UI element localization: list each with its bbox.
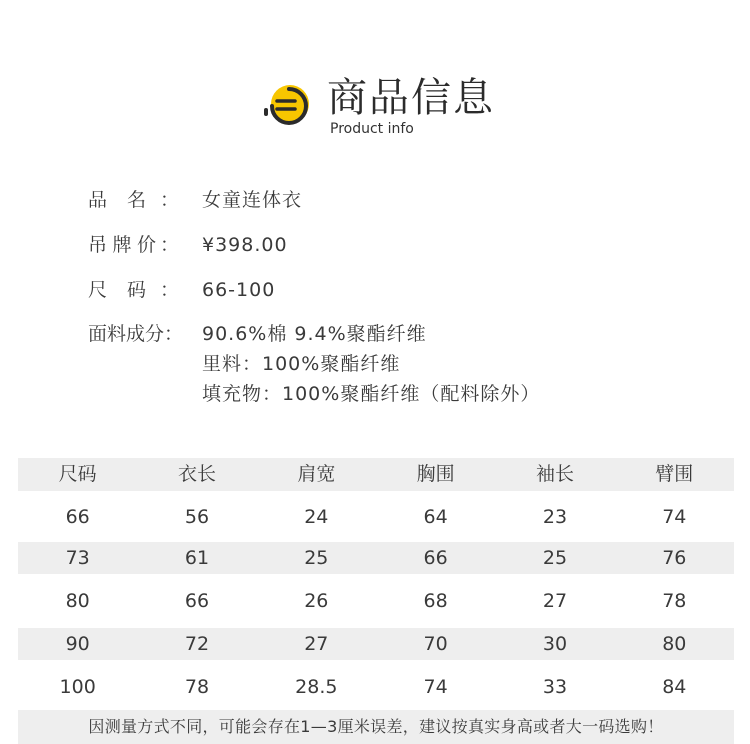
table-cell: 33 — [542, 676, 568, 698]
page-subtitle: Product info — [330, 121, 414, 137]
table-cell: 28.5 — [295, 676, 338, 698]
label-colon: ： — [160, 234, 180, 256]
table-cell: 30 — [542, 633, 568, 655]
table-cell: 74 — [662, 506, 687, 528]
table-cell: 84 — [662, 676, 687, 698]
table-cell: 78 — [662, 590, 687, 612]
label-char: 价 — [136, 234, 156, 256]
table-cell: 90 — [65, 633, 90, 655]
table-row — [18, 542, 734, 574]
label-char: 吊 — [88, 234, 108, 256]
table-cell: 68 — [423, 590, 448, 612]
size-table — [18, 458, 734, 703]
table-row — [18, 671, 734, 703]
label-char: 码 — [126, 279, 146, 301]
label-colon: ： — [160, 189, 180, 211]
table-cell: 26 — [304, 590, 329, 612]
info-row-filling — [0, 381, 750, 407]
table-cell: 66 — [184, 590, 210, 612]
info-row-lining — [0, 351, 750, 377]
table-cell: 66 — [423, 547, 448, 569]
table-header-cell: 衣长 — [177, 463, 216, 485]
info-row-size — [0, 277, 750, 303]
label-char: 牌 — [112, 234, 132, 256]
table-header-row — [18, 458, 734, 491]
label-char: 分 — [145, 323, 165, 345]
fabric-line: 填充物：100%聚酯纤维（配料除外） — [202, 383, 541, 405]
table-cell: 56 — [184, 506, 210, 528]
table-cell: 70 — [423, 633, 448, 655]
table-cell: 76 — [662, 547, 687, 569]
table-cell: 78 — [184, 676, 210, 698]
label-char: 名 — [126, 189, 146, 211]
label-char: 料 — [107, 323, 127, 345]
page-title: 商品信息 — [327, 75, 495, 121]
table-header-cell: 肩宽 — [297, 463, 336, 485]
table-cell: 74 — [423, 676, 448, 698]
fabric-line: 里料：100%聚酯纤维 — [202, 353, 401, 375]
table-cell: 61 — [184, 547, 210, 569]
label-colon: ： — [164, 323, 184, 345]
table-header-cell: 胸围 — [416, 463, 455, 485]
tag-price-value: ¥398.00 — [202, 234, 288, 256]
table-cell: 24 — [304, 506, 329, 528]
info-row-price — [0, 232, 750, 258]
size-range-value: 66-100 — [202, 279, 276, 301]
info-label — [88, 321, 164, 347]
product-info-header — [0, 0, 750, 150]
table-cell: 27 — [304, 633, 329, 655]
label-char: 尺 — [88, 279, 108, 301]
measurement-note: 因测量方式不同，可能会存在1—3厘米误差，建议按真实身高或者大一码选购！ — [18, 710, 734, 744]
label-char: 成 — [126, 323, 146, 345]
table-header-cell: 臂围 — [655, 463, 694, 485]
table-cell: 100 — [59, 676, 96, 698]
table-cell: 66 — [65, 506, 90, 528]
table-cell: 73 — [65, 547, 90, 569]
table-header-cell: 袖长 — [535, 463, 574, 485]
table-cell: 80 — [65, 590, 90, 612]
info-row-name — [0, 187, 750, 213]
table-row — [18, 585, 734, 617]
label-char: 品 — [88, 189, 108, 211]
label-char: 面 — [88, 323, 108, 345]
info-row-fabric — [0, 321, 750, 347]
table-cell: 27 — [542, 590, 568, 612]
table-row — [18, 501, 734, 533]
label-colon: ： — [160, 279, 180, 301]
info-label — [88, 187, 146, 213]
table-cell: 23 — [542, 506, 568, 528]
info-label — [88, 232, 156, 258]
document-list-icon — [262, 80, 314, 132]
table-row — [18, 628, 734, 660]
table-header-cell: 尺码 — [58, 463, 97, 485]
table-cell: 25 — [542, 547, 568, 569]
table-cell: 64 — [423, 506, 448, 528]
product-name-value: 女童连体衣 — [202, 189, 303, 211]
table-cell: 72 — [184, 633, 210, 655]
table-cell: 80 — [662, 633, 687, 655]
fabric-line: 90.6%棉 9.4%聚酯纤维 — [202, 323, 427, 345]
info-label — [88, 277, 146, 303]
table-cell: 25 — [304, 547, 329, 569]
